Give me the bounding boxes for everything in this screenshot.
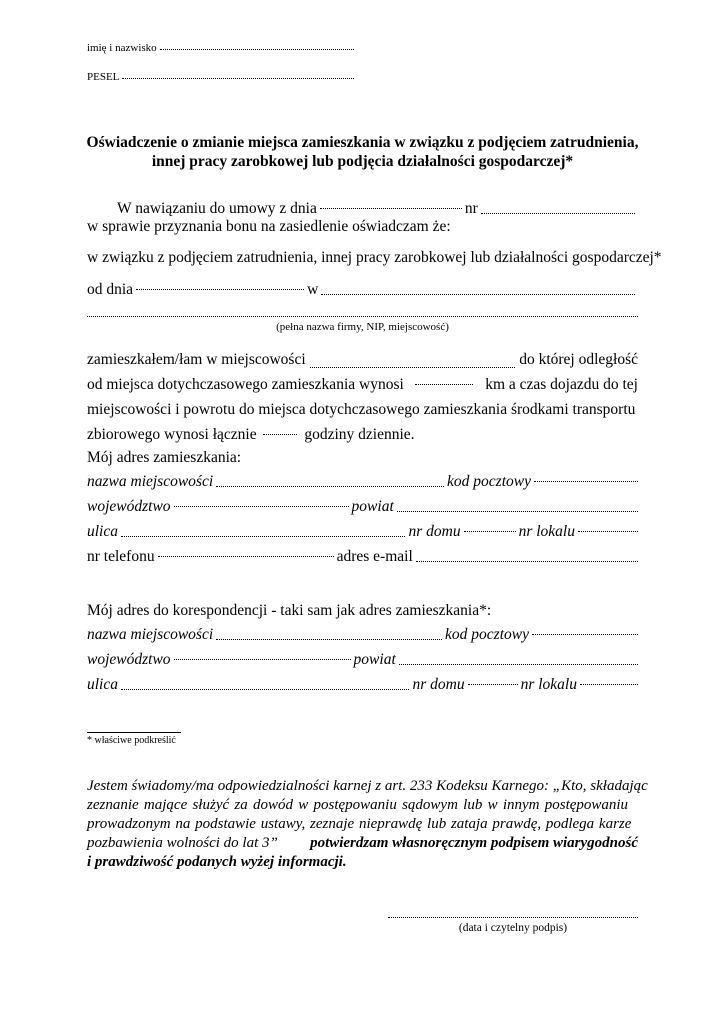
residence-text-2: do której odległość xyxy=(519,351,638,368)
company-full-dots[interactable] xyxy=(87,316,638,317)
signature-caption: (data i czytelny podpis) xyxy=(458,922,568,934)
address-flat-dots[interactable] xyxy=(578,531,638,532)
corr-voivodeship-dots[interactable] xyxy=(174,659,351,660)
employment-text: w związku z podjęciem zatrudnienia, innej pracy zarobkowej lub działalności gospodarczej* xyxy=(87,249,662,266)
address-voivodeship-label: województwo xyxy=(87,498,171,515)
contract-date-dots[interactable] xyxy=(320,208,462,209)
declaration-line-2: zeznanie mające służyć za dowód w postępowaniu sądowym lub w innym postępowaniu xyxy=(87,797,629,813)
address-county-dots[interactable] xyxy=(397,511,638,512)
company-dots[interactable] xyxy=(321,294,635,295)
corr-city-dots[interactable] xyxy=(216,639,442,640)
declaration-line-4b: potwierdzam własnoręcznym podpisem wiarygodność xyxy=(310,835,638,851)
commute-text: zbiorowego wynosi łącznie xyxy=(87,426,257,443)
correspondence-heading: Mój adres do korespondencji - taki sam jak adres zamieszkania*: xyxy=(87,602,492,619)
declaration-line-5: i prawdziwość podanych wyżej informacji. xyxy=(87,854,347,870)
contract-nr-dots[interactable] xyxy=(481,213,635,214)
corr-postal-label: kod pocztowy xyxy=(445,626,529,643)
declaration xyxy=(87,777,648,872)
footnote: * właściwe podkreślić xyxy=(87,735,176,746)
from-date-dots[interactable] xyxy=(136,289,304,290)
corr-street-label: ulica xyxy=(87,676,118,693)
corr-street-line xyxy=(87,676,638,694)
title-line-2: innej pracy zarobkowej lub podjęcia działalności gospodarczej* xyxy=(151,153,574,170)
residence-town-dots[interactable] xyxy=(310,367,516,368)
address-city-label: nazwa miejscowości xyxy=(87,473,214,490)
corr-street-dots[interactable] xyxy=(121,689,409,690)
phone-label: nr telefonu xyxy=(87,548,155,565)
corr-house-label: nr domu xyxy=(412,676,465,693)
address-region-line xyxy=(87,498,638,516)
residence-distance-text: od miejsca dotychczasowego zamieszkania wynosi xyxy=(87,376,404,393)
residence-line-3: miejscowości i powrotu do miejsca dotychczasowego zamieszkania środkami transportu xyxy=(87,401,636,418)
address-street-dots[interactable] xyxy=(121,536,405,537)
address-house-dots[interactable] xyxy=(464,531,516,532)
address-house-label: nr domu xyxy=(408,523,461,540)
corr-county-label: powiat xyxy=(353,651,396,668)
intro-text-2: w sprawie przyznania bonu na zasiedlenie oświadczam że: xyxy=(87,218,451,235)
residence-km-text: km a czas dojazdu do tej xyxy=(485,376,638,393)
address-postal-label: kod pocztowy xyxy=(447,473,531,490)
title-line-1: Oświadczenie o zmianie miejsca zamieszkania w związku z podjęciem zatrudnienia, xyxy=(86,134,639,151)
corr-county-dots[interactable] xyxy=(399,664,638,665)
contract-nr-label: nr xyxy=(464,200,478,217)
address-heading: Mój adres zamieszkania: xyxy=(87,449,242,466)
contract-line xyxy=(87,200,638,218)
contract-intro-text: W nawiązaniu do umowy z dnia xyxy=(117,200,317,217)
name-label: imię i nazwisko xyxy=(87,42,157,54)
address-city-dots[interactable] xyxy=(216,486,444,487)
email-label: adres e-mail xyxy=(336,548,413,565)
name-dots xyxy=(160,49,354,50)
corr-region-line xyxy=(87,651,638,669)
corr-house-dots[interactable] xyxy=(468,684,518,685)
phone-dots[interactable] xyxy=(158,556,334,557)
footnote-rule xyxy=(87,732,181,733)
corr-postal-dots[interactable] xyxy=(532,634,638,635)
corr-voivodeship-label: województwo xyxy=(87,651,171,668)
employment-date-line xyxy=(87,281,638,299)
declaration-line-1: Jestem świadomy/ma odpowiedzialności karnej z art. 233 Kodeksu Karnego: „Kto, składając xyxy=(87,778,648,794)
address-postal-dots[interactable] xyxy=(534,481,638,482)
address-street-label: ulica xyxy=(87,523,118,540)
in-label: w xyxy=(307,281,319,298)
pesel-field[interactable] xyxy=(87,71,357,83)
commute-hours-text: godziny dziennie. xyxy=(304,426,415,443)
address-city-line xyxy=(87,473,638,491)
address-voivodeship-dots[interactable] xyxy=(174,506,349,507)
corr-city-label: nazwa miejscowości xyxy=(87,626,214,643)
pesel-dots xyxy=(122,78,354,79)
declaration-line-4a: pozbawienia wolności do lat 3” xyxy=(87,835,278,851)
document-title xyxy=(60,133,665,171)
distance-dots[interactable] xyxy=(415,384,473,385)
address-county-label: powiat xyxy=(351,498,394,515)
company-caption: (pełna nazwa firmy, NIP, miejscowość) xyxy=(276,321,449,333)
address-street-line xyxy=(87,523,638,541)
address-contact-line xyxy=(87,548,638,566)
declaration-line-3: prowadzonym na podstawie ustawy, zeznaje nieprawdę lub zataja prawdę, podlega karze xyxy=(87,816,632,832)
commute-dots[interactable] xyxy=(263,434,297,435)
from-date-label: od dnia xyxy=(87,281,134,298)
signature-dots[interactable] xyxy=(388,917,638,918)
name-field[interactable] xyxy=(87,42,357,54)
pesel-label: PESEL xyxy=(87,71,120,83)
email-dots[interactable] xyxy=(416,561,638,562)
residence-paragraph xyxy=(87,347,638,447)
corr-flat-label: nr lokalu xyxy=(520,676,577,693)
address-flat-label: nr lokalu xyxy=(518,523,575,540)
corr-city-line xyxy=(87,626,638,644)
corr-flat-dots[interactable] xyxy=(580,684,638,685)
residence-text-1: zamieszkałem/łam w miejscowości xyxy=(87,351,306,368)
